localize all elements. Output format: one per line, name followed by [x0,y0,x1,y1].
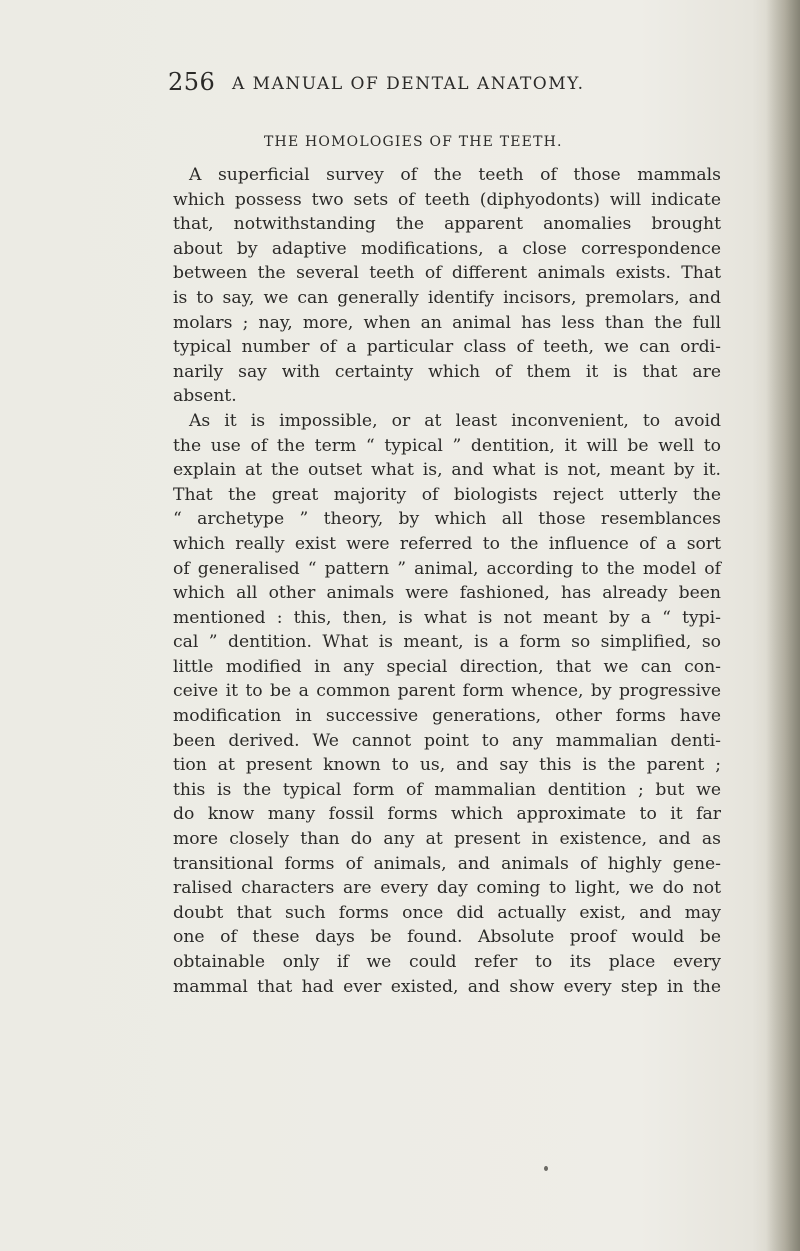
text-line: ceive it to be a common parent form whence, by progressive [173,681,721,702]
text-line: doubt that such forms once did actually exist, and may [173,902,721,923]
text-line: As it is impossible, or at least inconvenient, to avoid [189,410,721,431]
text-line: A superficial survey of the teeth of those mammals [189,165,721,185]
text-line: mentioned : this, then, is what is not meant by a “ typi- [173,607,721,628]
page-edge-shadow [766,0,800,1251]
text-line: molars ; nay, more, when an animal has less than the full [173,312,721,333]
page-number: 256 [168,68,216,96]
text-line: explain at the outset what is, and what is not, meant by it. [173,460,721,481]
text-line: of generalised “ pattern ” animal, according to the model of [173,558,721,579]
text-line: obtainable only if we could refer to its place every [173,952,721,972]
text-line: That the great majority of biologists reject utterly the [173,484,721,505]
text-line: tion at present known to us, and say this is the parent ; [173,755,721,776]
text-line: typical number of a particular class of teeth, we can ordi- [173,337,721,358]
text-line: which possess two sets of teeth (diphyodonts) will indicate [173,189,721,210]
text-line: cal ” dentition. What is meant, is a form so simplified, so [173,632,721,653]
text-line: about by adaptive modifications, a close correspondence [173,238,721,259]
text-line: “ archetype ” theory, by which all those resemblances [173,509,721,530]
text-line: one of these days be found. Absolute proof would be [173,927,721,948]
body-text [173,163,721,999]
text-line: that, notwithstanding the apparent anomalies brought [173,214,721,235]
text-line: which really exist were referred to the influence of a sort [173,533,721,554]
text-line: ralised characters are every day coming to light, we do not [173,878,721,899]
text-line: little modified in any special direction, that we can con- [173,656,721,677]
text-line: is to say, we can generally identify incisors, premolars, and [173,287,721,308]
ink-speck [544,1166,548,1171]
text-line: absent. [173,386,237,407]
text-line: do know many fossil forms which approximate to it far [173,804,721,825]
text-line: mammal that had ever existed, and show every step in the [173,976,721,997]
text-line: been derived. We cannot point to any mammalian denti- [173,730,721,751]
text-line: this is the typical form of mammalian dentition ; but we [173,779,721,800]
text-line: between the several teeth of different animals exists. That [173,263,721,284]
text-line: modification in successive generations, other forms have [173,706,721,727]
text-line: the use of the term “ typical ” dentition, it will be well to [173,435,721,456]
text-line: which all other animals were fashioned, has already been [173,583,721,604]
text-line: more closely than do any at present in existence, and as [173,829,721,850]
running-title: A MANUAL OF DENTAL ANATOMY. [232,74,585,94]
section-heading: THE HOMOLOGIES OF THE TEETH. [264,134,563,150]
text-line: transitional forms of animals, and animals of highly gene- [173,853,721,874]
text-line: narily say with certainty which of them it is that are [173,361,721,382]
